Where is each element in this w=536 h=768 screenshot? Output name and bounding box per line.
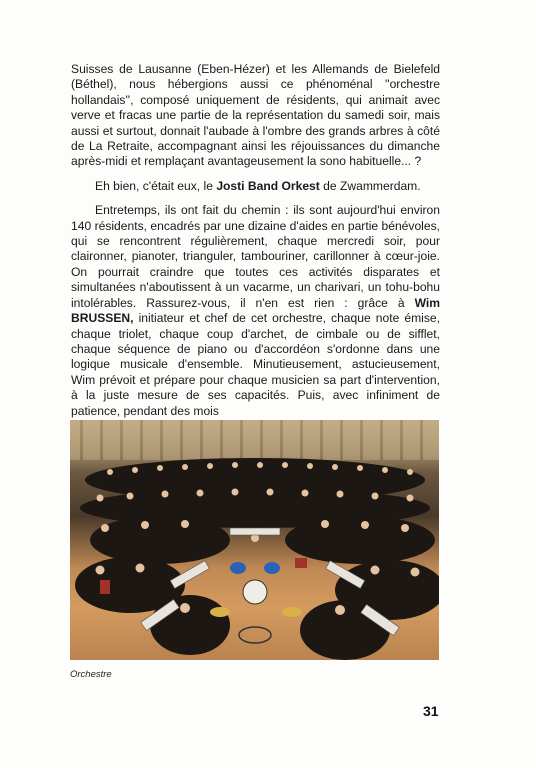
orchestra-photo [70,420,439,660]
orchestra-photo-illustration [70,420,439,660]
paragraph-2-text-before: Eh bien, c'était eux, le [95,178,217,193]
paragraph-2 [71,179,440,194]
paragraph-2-text-after: de Zwammerdam. [319,178,421,193]
paragraph-3-text-after: initiateur et chef de cet orchestre, chaque note émise, chaque triolet, chaque coup d'archet, de cimbale ou de sifflet, chaque séquence de piano ou d'accordéon s'ordonne dans une logique musicale d'ensemble. Minutieusement, astucieusement, Wim prévoit et prépare pour chaque musicien sa part d'intervention, à la juste mesure de ses capacités. Puis, avec infiniment de patience, pendant des mois [71,311,440,418]
paragraph-3-text-before: Entretemps, ils ont fait du chemin : ils sont aujourd'hui environ 140 résidents, encadrés par une dizaine d'aides en partie bénévoles, qui se rencontrent régulièrement, chaque mercredi soir, pour claironner, pianoter, trianguler, tambouriner, carillonner à cœur-joie. On pourrait craindre que toutes ces activités disparates et simultanées n'aboutissent à un vacarme, un charivari, un tohu-bohu intolérables. Rassurez-vous, il n'en est rien : grâce à [71,203,440,310]
photo-caption: Orchestre [70,669,112,680]
paragraph-3 [71,203,440,419]
body-text [71,62,440,428]
paragraph-1: Suisses de Lausanne (Eben-Hézer) et les Allemands de Bielefeld (Béthel), nous hébergions aussi ce phénoménal ''orchestre hollandais'', composé uniquement de résidents, qui animait avec verve et fracas une partie de la représentation du samedi soir, mais aussi et surtout, donnait l'aubade à l'ombre des grands arbres à côté de La Retraite, accompagnant ainsi les réjouissances du dimanche après-midi et remplaçant avantageusement la sono habituelle... ? [71,62,440,169]
conductor-name: Wim BRUSSEN, [71,295,440,326]
band-name: Josti Band Orkest [216,178,320,193]
curtain-stripes [70,420,439,460]
musician-rows [75,458,439,660]
page-number: 31 [423,703,439,719]
